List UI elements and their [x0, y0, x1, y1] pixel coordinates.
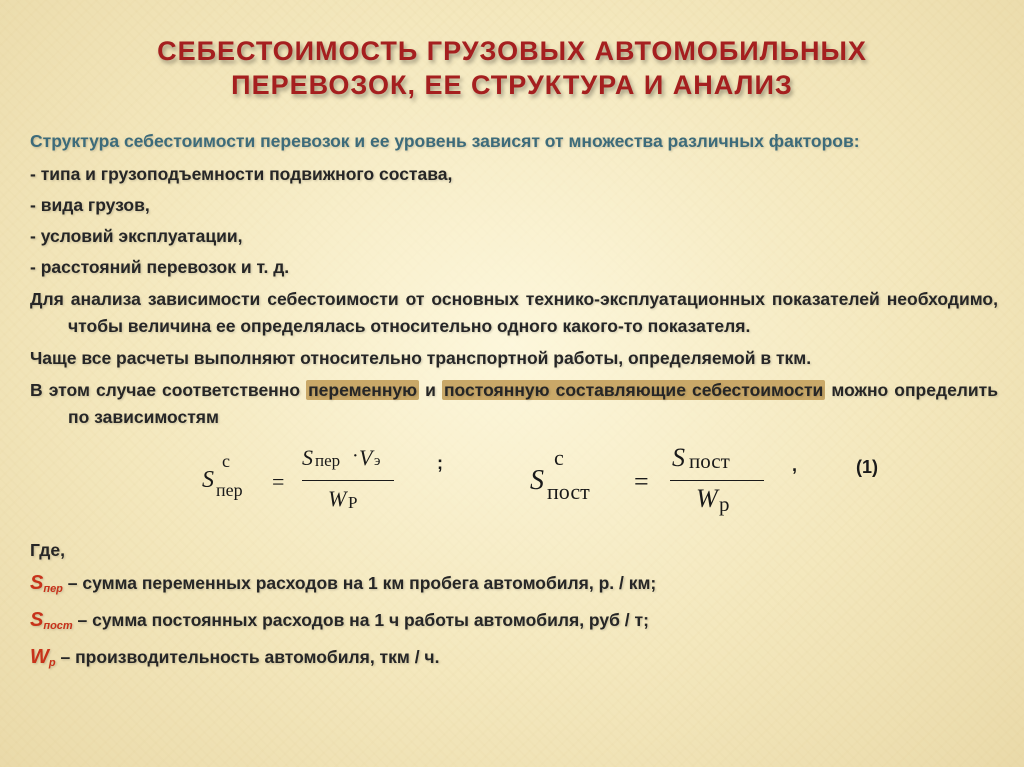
f1-num-subscript: пер [315, 451, 341, 470]
formula-number: (1) [856, 457, 878, 477]
f2-lhs-symbol: S [530, 465, 544, 496]
factor-item: - вида грузов, [30, 195, 150, 215]
f2-lhs-subscript: пост [547, 479, 590, 504]
legend-item [30, 605, 998, 642]
slide-content [30, 128, 998, 679]
legend-text: – сумма переменных расходов на 1 км пробега автомобиля, р. / км; [62, 573, 657, 593]
f1-lhs-superscript: с [222, 451, 230, 471]
legend-symbol: Wр [30, 646, 56, 669]
f1-num-symbol: S [302, 445, 313, 470]
components-middle: и [419, 380, 442, 400]
title-line-1: СЕБЕСТОИМОСТЬ ГРУЗОВЫХ АВТОМОБИЛЬНЫХ [157, 36, 867, 66]
f2-equals: = [634, 467, 649, 496]
factor-item: - условий эксплуатации, [30, 226, 243, 246]
f2-num-symbol: S [672, 443, 685, 472]
legend-text: – производительность автомобиля, ткм / ч. [55, 647, 440, 667]
legend-symbol: Sпер [30, 572, 63, 595]
legend-item [30, 642, 998, 679]
highlight-constant: постоянную составляющие себестоимости [443, 380, 824, 400]
where-label: Где, [30, 540, 65, 560]
legend-list [30, 568, 998, 679]
f2-den-subscript: р [719, 492, 730, 516]
highlight-variable: переменную [308, 380, 418, 400]
title-line-2: ПЕРЕВОЗОК, ЕЕ СТРУКТУРА И АНАЛИЗ [231, 70, 793, 100]
f2-num-subscript: пост [689, 449, 730, 473]
f2-fraction-bar [670, 480, 764, 481]
f1-lhs-subscript: пер [216, 480, 243, 500]
components-paragraph [30, 377, 998, 431]
formula-separator: ; [437, 453, 443, 473]
legend-item [30, 568, 998, 605]
factor-item: - типа и грузоподъемности подвижного состава, [30, 164, 453, 184]
f2-den-symbol: W [696, 484, 718, 513]
f1-lhs-symbol: S [202, 467, 214, 493]
formula-variable-cost [202, 443, 402, 533]
f1-dot: · [352, 445, 359, 467]
factors-list [30, 161, 998, 281]
f2-lhs-superscript: с [554, 445, 564, 470]
f1-num-symbol-2: V [359, 445, 373, 470]
legend-text: – сумма постоянных расходов на 1 ч работы автомобиля, руб / т; [72, 610, 649, 630]
formulas-block [30, 443, 998, 533]
factor-item: - расстояний перевозок и т. д. [30, 257, 290, 277]
formula-comma: , [792, 455, 798, 475]
components-prefix: В этом случае соответственно [30, 380, 307, 400]
f1-fraction-bar [302, 480, 394, 481]
f1-num-subscript-2: э [374, 453, 381, 469]
f1-equals: = [272, 469, 285, 494]
legend-symbol: Sпост [30, 609, 73, 632]
formula-constant-cost [530, 443, 780, 533]
analysis-paragraph: Для анализа зависимости себестоимости от основных технико-эксплуатационных показателей необходимо, чтобы величина ее определялась относительно одного какого-то показателя. [30, 289, 998, 336]
intro-paragraph: Структура себестоимости перевозок и ее уровень зависят от множества различных факторов: [30, 131, 860, 151]
slide-title [40, 34, 984, 102]
f1-den-subscript: Р [348, 493, 358, 512]
f1-den-symbol: W [328, 486, 347, 511]
transport-work-paragraph: Чаще все расчеты выполняют относительно транспортной работы, определяемой в ткм. [30, 348, 812, 368]
components-suffix: можно определить по зависимостям [68, 380, 999, 427]
